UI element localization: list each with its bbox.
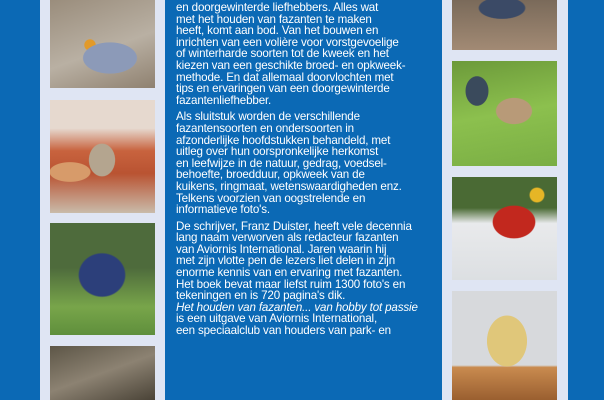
- text-line: inrichten van een volière voor vorstgevoelige: [176, 35, 399, 49]
- text-line: of winterharde soorten tot de kweek en het: [176, 47, 389, 61]
- text-line: behoefte, broedduur, opkweek van de: [176, 168, 365, 182]
- text-line: Als sluitstuk worden de verschillende: [176, 110, 360, 124]
- photo-pheasant-on-ground: [452, 0, 557, 50]
- photo-golden-pheasant-in-snow: [452, 177, 557, 280]
- photo-pheasant-with-chick-on-grass: [452, 61, 557, 166]
- back-cover-text: [176, 2, 438, 342]
- right-photo-strip: [442, 0, 568, 400]
- text-line: kiezen van een geschikte broed- en opkweek-: [176, 58, 406, 72]
- text-line: en doorgewinterde liefhebbers. Alles wat: [176, 1, 379, 14]
- photo-nest: [50, 346, 155, 400]
- photo-chick-in-brooder: [50, 100, 155, 213]
- text-line: methode. En dat allemaal doorvlochten met: [176, 70, 394, 84]
- text-line: heeft, komt aan bod. Van het bouwen en: [176, 24, 379, 38]
- text-line: lang naam verworven als redacteur fazanten: [176, 231, 399, 245]
- text-line: fazantenliefhebber.: [176, 93, 272, 107]
- text-line: en leefwijze in de natuur, gedrag, voedsel-: [176, 156, 387, 170]
- text-line: tips en ervaringen van een doorgewinterde: [176, 82, 390, 96]
- text-line: kuikens, ringmaat, wetenswaardigheden enz.: [176, 179, 402, 193]
- text-line: informatieve foto's.: [176, 203, 270, 217]
- text-line: tekeningen en is 720 pagina's dik.: [176, 289, 346, 303]
- paragraph-author: [176, 221, 438, 337]
- left-photo-strip: [40, 0, 165, 400]
- text-line: uitleg over hun oorspronkelijke herkomst: [176, 145, 379, 159]
- photo-blue-pheasant-displaying: [50, 223, 155, 335]
- text-line: afzonderlijke hoofdstukken behandeld, met: [176, 133, 391, 147]
- text-line: met zijn vlotte pen de lezers liet delen in zijn: [176, 254, 395, 268]
- book-title-italic: Het houden van fazanten... van hobby tot passie: [176, 300, 418, 314]
- text-line: een speciaalclub van houders van park- en: [176, 324, 391, 338]
- paragraph-intro: [176, 2, 438, 106]
- photo-pheasants-feeding-plate: [50, 0, 155, 88]
- text-line: met het houden van fazanten te maken: [176, 12, 372, 26]
- text-line: is een uitgave van Aviornis International,: [176, 312, 378, 326]
- text-line: fazantensoorten en ondersoorten in: [176, 121, 354, 135]
- text-line: enorme kennis van en ervaring met fazanten.: [176, 266, 403, 280]
- paragraph-species: [176, 111, 438, 215]
- text-line: De schrijver, Franz Duister, heeft vele decennia: [176, 219, 412, 233]
- text-line: van Aviornis International. Jaren waarin hij: [176, 242, 387, 256]
- photo-incubators: [452, 291, 557, 400]
- text-line: Telkens voorzien van oogstrelende en: [176, 191, 366, 205]
- text-line: Het boek bevat maar liefst ruim 1300 foto's en: [176, 277, 406, 291]
